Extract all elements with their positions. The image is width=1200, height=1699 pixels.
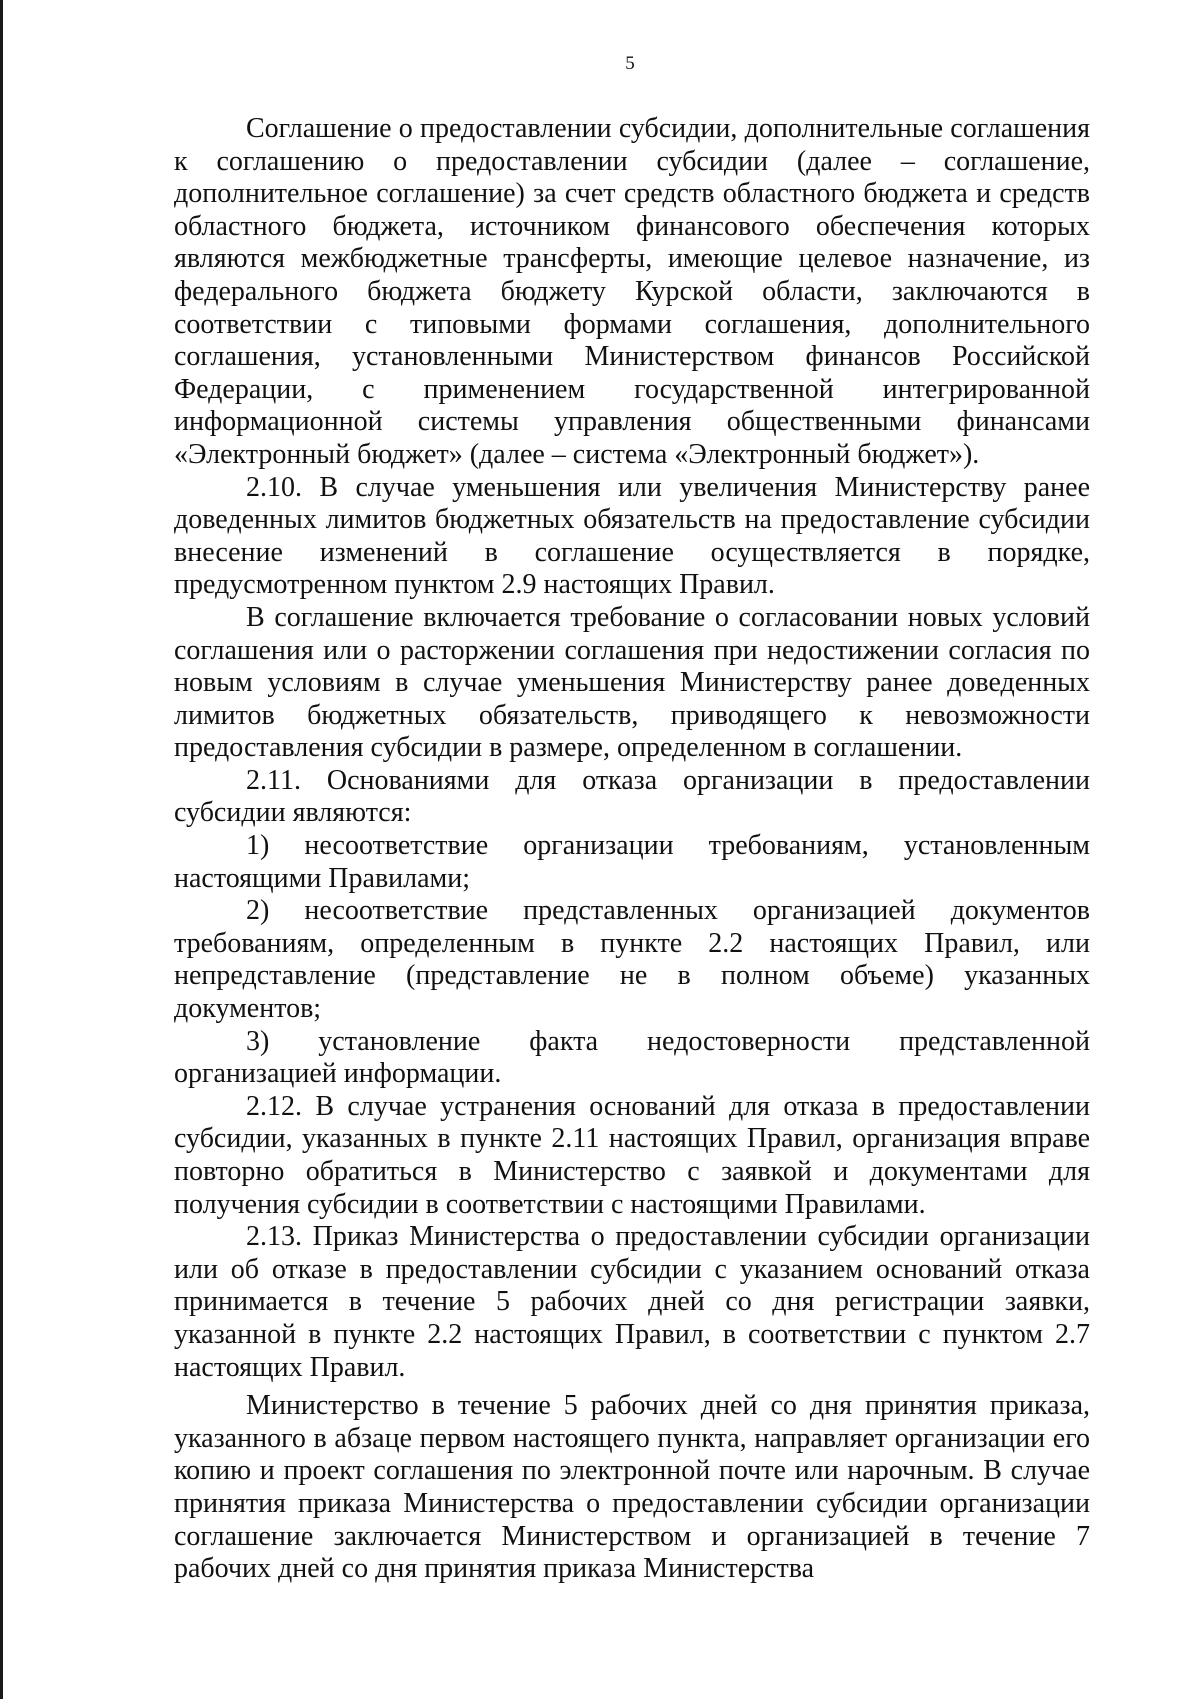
- list-item-2-11-2: 2) несоответствие представленных организацией документов требованиям, определенным в пункте 2.2 настоящих Правил, или непредставление (представление не в полном объеме) указанных документов;: [174, 895, 1090, 1025]
- paragraph-2-12: 2.12. В случае устранения оснований для отказа в предоставлении субсидии, указанных в пункте 2.11 настоящих Правил, организация вправе повторно обратиться в Министерство с заявкой и документами для получения субсидии в соответствии с настоящими Правилами.: [174, 1090, 1090, 1220]
- list-item-2-11-1: 1) несоответствие организации требованиям, установленным настоящими Правилами;: [174, 830, 1090, 894]
- paragraph-2-11: 2.11. Основаниями для отказа организации в предоставлении субсидии являются:: [174, 764, 1090, 829]
- paragraph-2-13: 2.13. Приказ Министерства о предоставлении субсидии организации или об отказе в предоставлении субсидии с указанием оснований отказа принимается в течение 5 рабочих дней со дня регистрации заявки, указанной в пункте 2.2 настоящих Правил, в соответствии с пунктом 2.7 настоящих Правил.: [174, 1221, 1090, 1383]
- scan-edge-shadow: [0, 0, 3, 1699]
- paragraph-2-10-requirement: В соглашение включается требование о согласовании новых условий соглашения или о расторжении соглашения при недостижении согласия по новым условиям в случае уменьшения Министерству ранее доведенных лимитов бюджетных обязательств, приводящего к невозможности предоставления субсидии в размере, определенном в соглашении.: [174, 601, 1090, 764]
- paragraph-2-13-ministry: Министерство в течение 5 рабочих дней со дня принятия приказа, указанного в абзаце первом настоящего пункта, направляет организации его копию и проект соглашения по электронной почте или нарочным. В случае принятия приказа Министерства о предоставлении субсидии организации соглашение заключается Министерством и организацией в течение 7 рабочих дней со дня принятия приказа Министерства: [174, 1390, 1090, 1585]
- page-number: 5: [625, 53, 635, 74]
- paragraph-agreement-forms: Соглашение о предоставлении субсидии, дополнительные соглашения к соглашению о предоставлении субсидии (далее – соглашение, дополнительное соглашение) за счет средств областного бюджета и средств областного бюджета, источником финансового обеспечения которых являются межбюджетные трансферты, имеющие целевое назначение, из федерального бюджета бюджету Курской области, заключаются в соответствии с типовыми формами соглашения, дополнительного соглашения, установленными Министерством финансов Российской Федерации, с применением государственной интегрированной информационной системы управления общественными финансами «Электронный бюджет» (далее – система «Электронный бюджет»).: [174, 113, 1090, 470]
- document-body: [174, 113, 1090, 1586]
- paragraph-2-10: 2.10. В случае уменьшения или увеличения Министерству ранее доведенных лимитов бюджетных обязательств на предоставление субсидии внесение изменений в соглашение осуществляется в порядке, предусмотренном пунктом 2.9 настоящих Правил.: [174, 471, 1090, 601]
- list-item-2-11-3: 3) установление факта недостоверности представленной организацией информации.: [174, 1025, 1090, 1090]
